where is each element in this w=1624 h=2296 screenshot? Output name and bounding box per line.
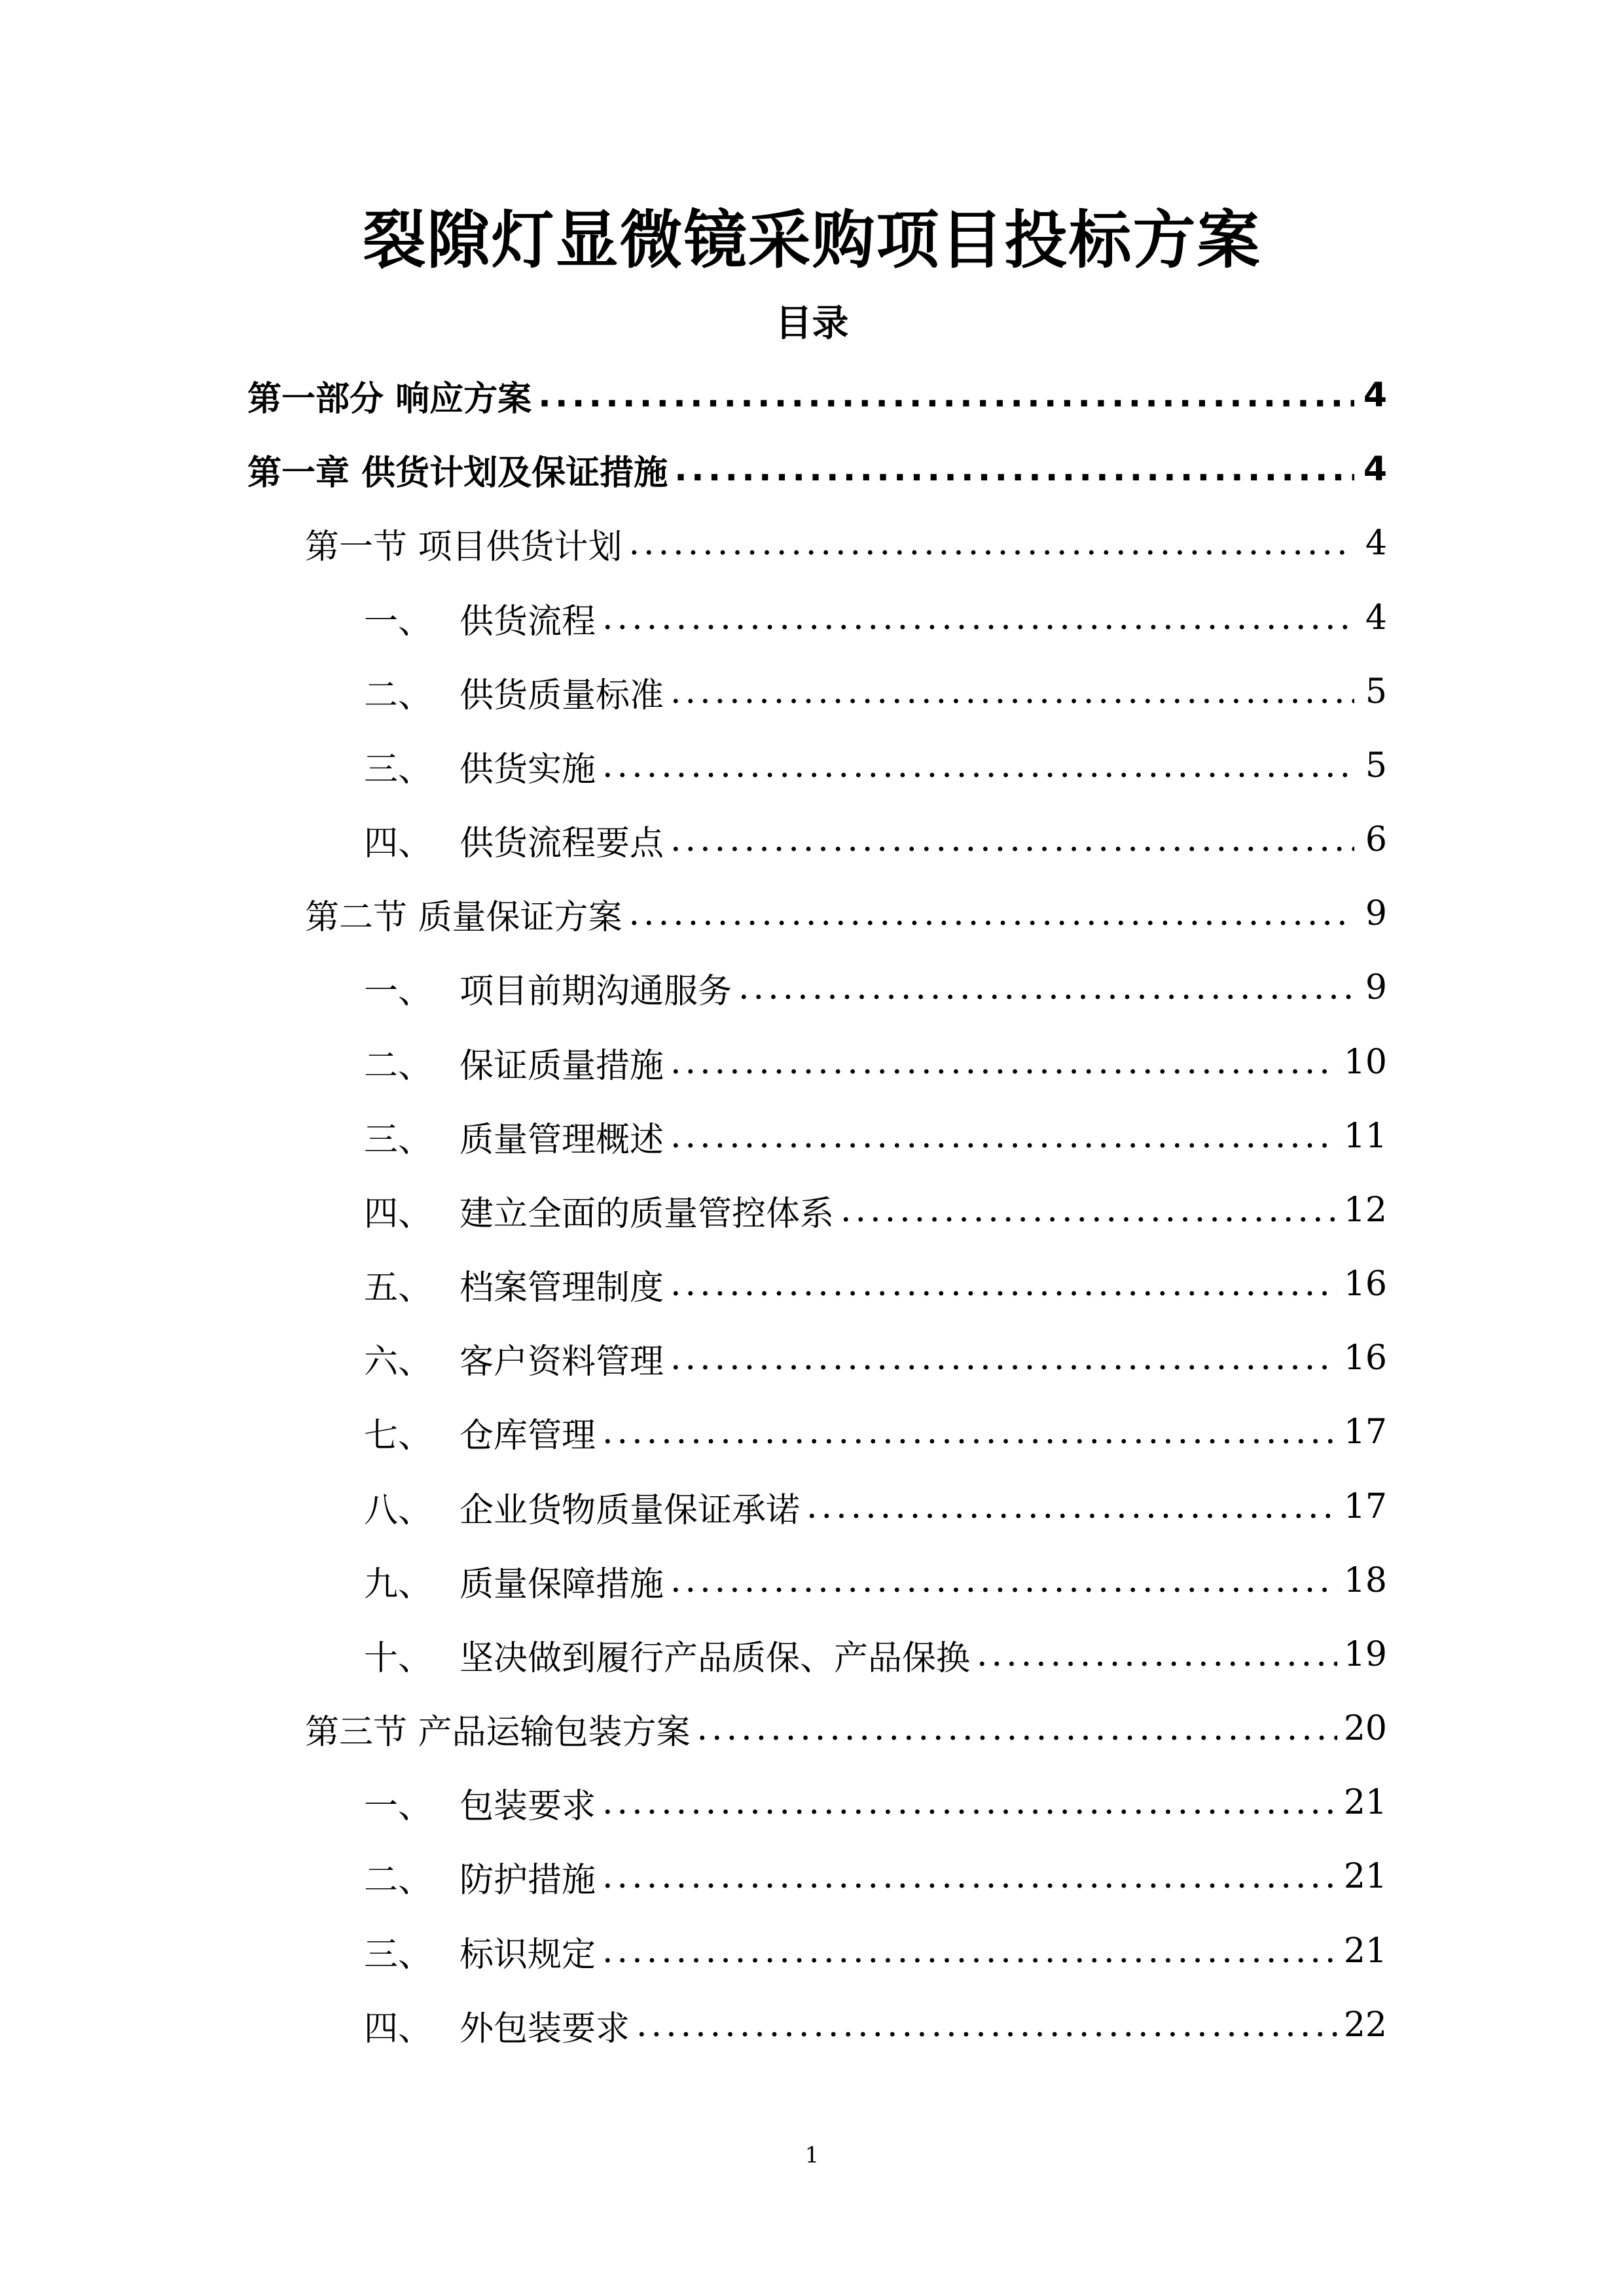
toc-page-number: 16 [1343, 1338, 1387, 1378]
document-title: 裂隙灯显微镜采购项目投标方案 [363, 204, 1261, 277]
toc-page-number: 4 [1363, 450, 1387, 489]
toc-entry-section-3[interactable] [305, 1697, 1387, 1760]
toc-entry-section-2[interactable] [305, 882, 1387, 945]
toc-entry-part-1[interactable] [247, 364, 1387, 427]
toc-label: 包装要求 [460, 1786, 596, 1826]
dot-leader [602, 1412, 1337, 1452]
toc-item-number: 七、 [364, 1416, 433, 1456]
dot-leader [629, 894, 1354, 933]
toc-item-number: 二、 [364, 1046, 433, 1086]
dot-leader [602, 1931, 1337, 1971]
toc-item-number: 九、 [364, 1564, 433, 1604]
toc-item-number: 三、 [364, 1935, 433, 1975]
toc-page-number: 21 [1343, 1857, 1387, 1896]
dot-leader [602, 746, 1354, 785]
toc-page-number: 21 [1343, 1931, 1387, 1971]
toc-item-number: 四、 [364, 2009, 433, 2049]
toc-label: 坚决做到履行产品质保、产品保换 [460, 1638, 971, 1678]
toc-item-number: 八、 [364, 1490, 433, 1530]
toc-label: 防护措施 [460, 1860, 596, 1900]
dot-leader [670, 1338, 1337, 1378]
toc-page-number: 20 [1343, 1709, 1387, 1748]
toc-label: 第三节 产品运输包装方案 [305, 1712, 691, 1752]
toc-label: 供货实施 [460, 749, 596, 789]
dot-leader [697, 1709, 1337, 1748]
toc-entry-subsection[interactable] [364, 1623, 1387, 1686]
toc-item-number: 一、 [364, 971, 433, 1011]
toc-item-number: 三、 [364, 749, 433, 789]
toc-entry-subsection[interactable] [364, 660, 1387, 723]
toc-entry-subsection[interactable] [364, 1401, 1387, 1463]
toc-label: 第一部分 响应方案 [247, 379, 532, 419]
toc-entry-subsection[interactable] [364, 956, 1387, 1019]
toc-item-number: 二、 [364, 675, 433, 715]
dot-leader [670, 820, 1354, 859]
toc-entry-subsection[interactable] [364, 1253, 1387, 1316]
toc-entry-subsection[interactable] [364, 734, 1387, 797]
toc-label: 第一章 供货计划及保证措施 [247, 453, 668, 493]
toc-label: 供货流程 [460, 601, 596, 641]
toc-label: 企业货物质量保证承诺 [460, 1490, 801, 1530]
toc-item-number: 一、 [364, 1786, 433, 1826]
dot-leader [636, 2005, 1337, 2045]
dot-leader [602, 1783, 1337, 1822]
toc-page-number: 9 [1365, 968, 1387, 1007]
toc-item-number: 十、 [364, 1638, 433, 1678]
dot-leader [840, 1191, 1337, 1230]
toc-page-number: 11 [1343, 1117, 1387, 1156]
toc-page-number: 4 [1365, 524, 1387, 563]
toc-label: 质量保障措施 [460, 1564, 664, 1604]
toc-item-number: 四、 [364, 1194, 433, 1234]
toc-label: 仓库管理 [460, 1416, 596, 1456]
toc-label: 建立全面的质量管控体系 [460, 1194, 835, 1234]
toc-page-number: 5 [1365, 672, 1387, 711]
toc-page-number: 4 [1365, 598, 1387, 637]
dot-leader [977, 1635, 1337, 1674]
dot-leader [674, 450, 1354, 489]
toc-page-number: 12 [1343, 1191, 1387, 1230]
toc-entry-subsection[interactable] [364, 1994, 1387, 2056]
toc-page-number: 4 [1363, 376, 1387, 415]
toc-entry-subsection[interactable] [364, 1327, 1387, 1390]
footer-page-number: 1 [804, 2142, 820, 2168]
toc-entry-subsection[interactable] [364, 1105, 1387, 1168]
toc-item-number: 六、 [364, 1342, 433, 1382]
toc-entry-chapter-1[interactable] [247, 438, 1387, 501]
toc-label: 保证质量措施 [460, 1046, 664, 1086]
toc-label: 标识规定 [460, 1935, 596, 1975]
toc-label: 项目前期沟通服务 [460, 971, 732, 1011]
dot-leader [629, 524, 1354, 563]
toc-page-number: 22 [1343, 2005, 1387, 2045]
dot-leader [602, 598, 1354, 637]
toc-label: 档案管理制度 [460, 1268, 664, 1308]
toc-entry-subsection[interactable] [364, 1179, 1387, 1242]
dot-leader [738, 968, 1354, 1007]
toc-page-number: 6 [1365, 820, 1387, 859]
toc-label: 供货质量标准 [460, 675, 664, 715]
toc-item-number: 五、 [364, 1268, 433, 1308]
toc-label: 质量管理概述 [460, 1120, 664, 1160]
toc-item-number: 二、 [364, 1860, 433, 1900]
toc-page-number: 5 [1365, 746, 1387, 785]
dot-leader [602, 1857, 1337, 1896]
toc-item-number: 三、 [364, 1120, 433, 1160]
toc-page-number: 17 [1343, 1412, 1387, 1452]
toc-page-number: 18 [1343, 1561, 1387, 1600]
toc-label: 客户资料管理 [460, 1342, 664, 1382]
toc-entry-subsection[interactable] [364, 1475, 1387, 1538]
dot-leader [670, 1117, 1337, 1156]
toc-page-number: 21 [1343, 1783, 1387, 1822]
toc-entry-subsection[interactable] [364, 1920, 1387, 1982]
toc-entry-subsection[interactable] [364, 1549, 1387, 1612]
toc-page-number: 10 [1343, 1043, 1387, 1082]
toc-label: 第二节 质量保证方案 [305, 897, 623, 937]
toc-item-number: 四、 [364, 823, 433, 863]
dot-leader [538, 376, 1354, 415]
dot-leader [670, 1043, 1337, 1082]
toc-page-number: 9 [1365, 894, 1387, 933]
dot-leader [806, 1487, 1337, 1526]
toc-label: 供货流程要点 [460, 823, 664, 863]
toc-heading: 目录 [775, 302, 849, 345]
dot-leader [670, 1265, 1337, 1304]
toc-label: 第一节 项目供货计划 [305, 527, 623, 567]
toc-entry-subsection[interactable] [364, 808, 1387, 871]
dot-leader [670, 1561, 1337, 1600]
toc-entry-subsection[interactable] [364, 1845, 1387, 1908]
toc-label: 外包装要求 [460, 2009, 630, 2049]
toc-entry-subsection[interactable] [364, 1771, 1387, 1834]
toc-page-number: 19 [1343, 1635, 1387, 1674]
toc-entry-section-1[interactable] [305, 512, 1387, 575]
toc-entry-subsection[interactable] [364, 1031, 1387, 1094]
toc-page-number: 17 [1343, 1487, 1387, 1526]
toc-entry-subsection[interactable] [364, 586, 1387, 649]
toc-page-number: 16 [1343, 1265, 1387, 1304]
toc-item-number: 一、 [364, 601, 433, 641]
dot-leader [670, 672, 1354, 711]
